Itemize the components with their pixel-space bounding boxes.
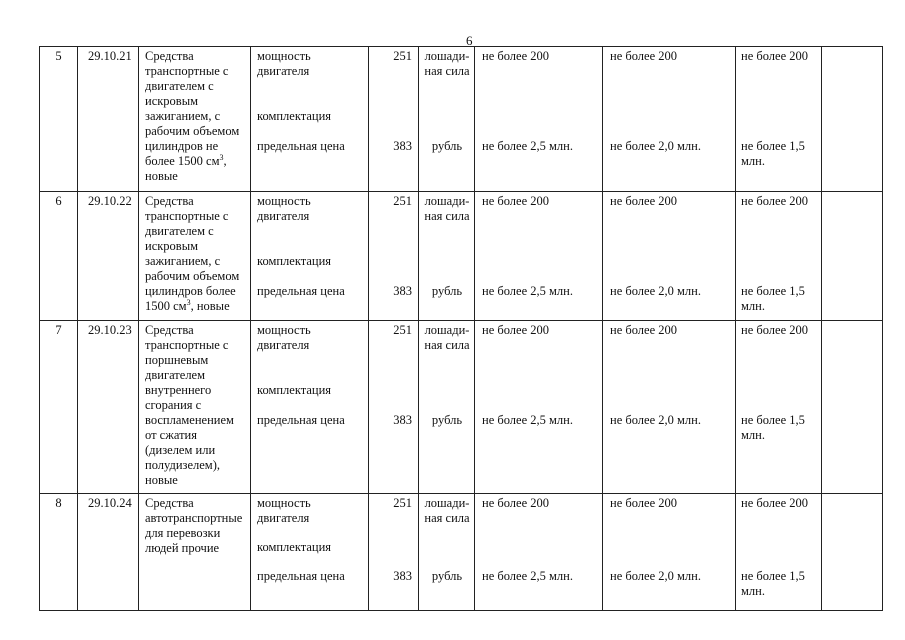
name-line: двигателем [145, 368, 206, 382]
value: млн. [741, 299, 765, 313]
value: не более 200 [482, 194, 550, 208]
row-number-cell [40, 47, 78, 192]
okei-code: 251 [393, 496, 412, 510]
unit-name: рубль [431, 284, 463, 298]
unit-name: ная сила [424, 64, 470, 78]
requirements-table [39, 46, 883, 611]
name-line: транспортные с [145, 338, 229, 352]
name-line: зажиганием, с [145, 109, 221, 123]
value: не более 1,5 [741, 413, 805, 427]
characteristic-power: мощность [257, 194, 311, 208]
value: не более 1,5 [741, 139, 805, 153]
okei-code-cell [369, 47, 419, 192]
name-line: рабочим объемом [145, 124, 240, 138]
okei-code: 251 [393, 323, 412, 337]
value-cell [603, 47, 736, 192]
value: не более 200 [741, 323, 809, 337]
name-line: двигателем с [145, 79, 214, 93]
value: не более 200 [741, 496, 809, 510]
row-number-cell [40, 192, 78, 321]
superscript: 3 [219, 152, 224, 162]
name-line: новые [145, 473, 178, 487]
table-row [40, 494, 883, 611]
name-line: поршневым [145, 353, 209, 367]
value: млн. [741, 584, 765, 598]
value: млн. [741, 154, 765, 168]
product-name-cell [139, 192, 251, 321]
name-line: транспортные с [145, 209, 229, 223]
value-cell [475, 494, 603, 611]
unit-cell [419, 321, 475, 494]
characteristic-power: двигателя [257, 338, 310, 352]
value: не более 200 [610, 49, 678, 63]
value: не более 200 [610, 323, 678, 337]
unit-name: ная сила [424, 209, 470, 223]
unit-cell [419, 47, 475, 192]
name-line: для перевозки [145, 526, 221, 540]
value-cell [475, 321, 603, 494]
value: не более 2,5 млн. [482, 284, 573, 298]
row-number: 5 [55, 49, 62, 63]
name-line: автотранспортные [145, 511, 243, 525]
table-row [40, 192, 883, 321]
okei-code-cell [369, 321, 419, 494]
okpd-code: 29.10.22 [88, 194, 132, 208]
name-line: более 1500 см [145, 154, 220, 168]
okpd-code-cell [78, 321, 139, 494]
product-name-cell [139, 494, 251, 611]
value: не более 1,5 [741, 284, 805, 298]
unit-name: лошади- [424, 496, 470, 510]
product-name-cell [139, 47, 251, 192]
row-number: 8 [55, 496, 62, 510]
value-cell [603, 192, 736, 321]
name-line-with-unit: 1500 $см^3$, новые [145, 297, 230, 313]
name-line: от сжатия [145, 428, 197, 442]
name-line: сгорания с [145, 398, 202, 412]
characteristic-power: двигателя [257, 209, 310, 223]
unit-name: ная сила [424, 511, 470, 525]
name-line: новые [196, 299, 230, 313]
name-line: Средства [145, 49, 194, 63]
value: не более 1,5 [741, 569, 805, 583]
table-row [40, 321, 883, 494]
value: не более 2,5 млн. [482, 569, 573, 583]
row-number: 7 [55, 323, 62, 337]
name-line: цилиндров не [145, 139, 219, 153]
okpd-code: 29.10.23 [88, 323, 132, 337]
okpd-code-cell [78, 494, 139, 611]
okei-code: 251 [393, 49, 412, 63]
name-line: двигателем с [145, 224, 214, 238]
name-line: воспламенением [145, 413, 234, 427]
value: не более 2,0 млн. [610, 413, 701, 427]
value: не более 2,0 млн. [610, 569, 701, 583]
empty-cell [822, 192, 883, 321]
okpd-code: 29.10.21 [88, 49, 132, 63]
name-line: (дизелем или [145, 443, 216, 457]
okei-code: 383 [393, 284, 412, 298]
name-line: новые [145, 169, 178, 183]
okei-code: 251 [393, 194, 412, 208]
page-number: 6 [466, 33, 473, 48]
value-cell [603, 321, 736, 494]
characteristic-price: предельная цена [257, 569, 345, 583]
value: не более 200 [482, 49, 550, 63]
name-line: 1500 см [145, 299, 187, 313]
characteristic-power: двигателя [257, 511, 310, 525]
characteristic-power: мощность [257, 323, 311, 337]
name-line: людей прочие [145, 541, 220, 555]
name-line: искровым [145, 94, 199, 108]
name-line: зажиганием, с [145, 254, 221, 268]
value-cell [475, 192, 603, 321]
empty-cell [822, 47, 883, 192]
name-line: Средства [145, 194, 194, 208]
name-line: транспортные с [145, 64, 229, 78]
value: не более 2,5 млн. [482, 413, 573, 427]
characteristic-equipment: комплектация [257, 254, 332, 268]
characteristic-price: предельная цена [257, 139, 345, 153]
value: не более 200 [482, 496, 550, 510]
characteristic-cell [251, 321, 369, 494]
okpd-code-cell [78, 192, 139, 321]
superscript: 3 [186, 297, 191, 307]
name-line: рабочим объемом [145, 269, 240, 283]
okei-code: 383 [393, 139, 412, 153]
value: не более 2,0 млн. [610, 139, 701, 153]
name-line: цилиндров более [145, 284, 236, 298]
value: млн. [741, 428, 765, 442]
row-number: 6 [55, 194, 62, 208]
value: не более 2,5 млн. [482, 139, 573, 153]
table-row [40, 47, 883, 192]
characteristic-power: мощность [257, 49, 311, 63]
name-line: Средства [145, 323, 194, 337]
unit-name: рубль [431, 139, 463, 153]
value: не более 200 [741, 49, 809, 63]
okei-code: 383 [393, 413, 412, 427]
product-name-cell [139, 321, 251, 494]
characteristic-equipment: комплектация [257, 109, 332, 123]
characteristic-price: предельная цена [257, 284, 345, 298]
empty-cell [822, 494, 883, 611]
value-cell [736, 321, 822, 494]
value: не более 200 [741, 194, 809, 208]
characteristic-cell [251, 47, 369, 192]
value: не более 200 [482, 323, 550, 337]
characteristic-price: предельная цена [257, 413, 345, 427]
unit-name: ная сила [424, 338, 470, 352]
characteristic-equipment: комплектация [257, 540, 332, 554]
characteristic-cell [251, 494, 369, 611]
value-cell [475, 47, 603, 192]
empty-cell [822, 321, 883, 494]
unit-name: рубль [431, 413, 463, 427]
okpd-code: 29.10.24 [88, 496, 132, 510]
characteristic-cell [251, 192, 369, 321]
unit-name: лошади- [424, 49, 470, 63]
name-line: полудизелем), [145, 458, 220, 472]
okpd-code-cell [78, 47, 139, 192]
okei-code: 383 [393, 569, 412, 583]
value: не более 200 [610, 194, 678, 208]
unit-cell [419, 192, 475, 321]
name-line: внутреннего [145, 383, 212, 397]
unit-name: лошади- [424, 194, 470, 208]
characteristic-equipment: комплектация [257, 383, 332, 397]
value-cell [736, 192, 822, 321]
row-number-cell [40, 494, 78, 611]
value-cell [603, 494, 736, 611]
okei-code-cell [369, 192, 419, 321]
value: не более 200 [610, 496, 678, 510]
value-cell [736, 47, 822, 192]
value-cell [736, 494, 822, 611]
row-number-cell [40, 321, 78, 494]
name-line-with-unit: более 1500 $см^3$, [145, 152, 227, 168]
name-line: Средства [145, 496, 194, 510]
unit-name: рубль [431, 569, 463, 583]
characteristic-power: мощность [257, 496, 311, 510]
okei-code-cell [369, 494, 419, 611]
unit-name: лошади- [424, 323, 470, 337]
unit-cell [419, 494, 475, 611]
name-line: искровым [145, 239, 199, 253]
characteristic-power: двигателя [257, 64, 310, 78]
value: не более 2,0 млн. [610, 284, 701, 298]
